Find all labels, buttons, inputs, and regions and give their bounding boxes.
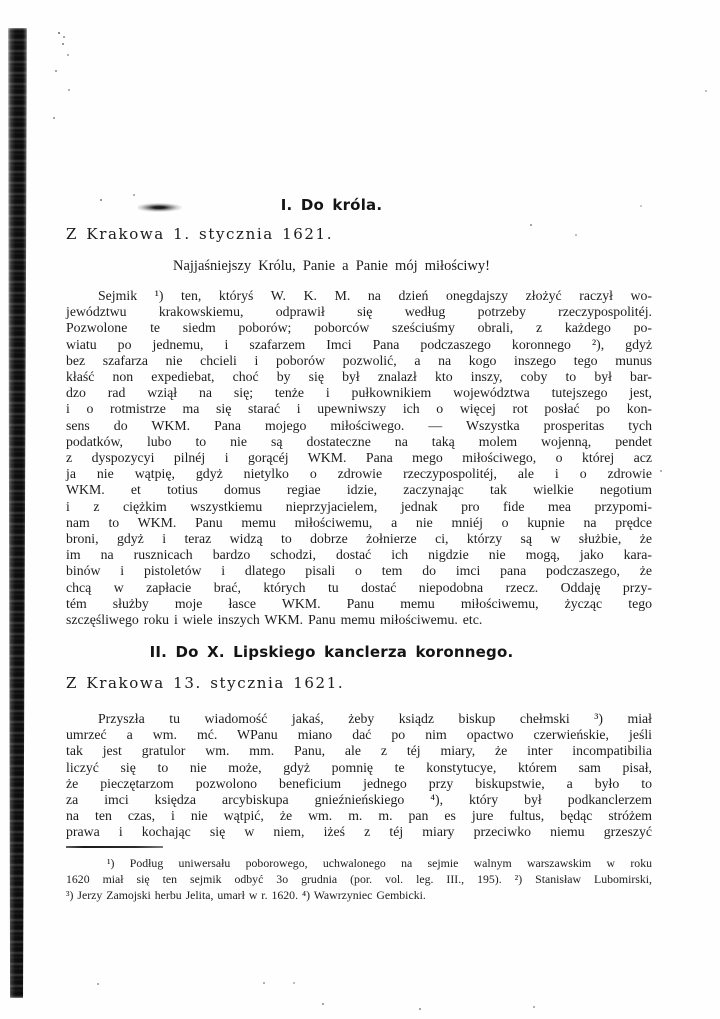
text-line: ³) Jerzy Zamojski herbu Jelita, umarł w r. 1620. ⁴) Wawrzyniec Gembicki. <box>66 888 426 902</box>
text-line: wiatu po jednemu, i szafarzem Imci Pana podczaszego koronnego ²), gdyż <box>66 336 652 352</box>
text-line: podatków, lubo to nie są dostateczne na taką molem wojenną, pendet <box>66 433 652 449</box>
text-line: ja nie wątpię, gdyż nietylko o zdrowie rzeczypospolitéj, ale i o zdrowie <box>66 466 652 482</box>
text-line: prawa i kochając się w niem, iżeś z téj miary przeciwko niemu grzeszyć <box>66 824 652 840</box>
text-line: im na rusznicach bardzo schodzi, dostać ich nigdzie nie mogą, jako kara- <box>66 547 652 563</box>
text-line: jewództwu krakowskiemu, odprawił się według potrzeby rzeczypospolitéj. <box>66 304 652 320</box>
scan-speckles <box>0 0 2 2</box>
text-line: WKM. et totius domus regiae idzie, zaczynając tak wielkie negotium <box>66 482 652 498</box>
text-line: chcą w zapłacie brać, których tu dostać niepodobna rzecz. Oddaję przy- <box>66 579 652 595</box>
letter2-heading: II. Do X. Lipskiego kanclerza koronnego. <box>149 643 514 661</box>
text-line: broni, gdyż i teraz widzą to dobrze żołnierze ci, którzy są w służbie, że <box>66 531 652 547</box>
text-line: i o rotmistrze ma się starać i upewniwszy ich o więcej rot posłać po kon- <box>66 401 652 417</box>
text-line: Sejmik ¹) ten, któryś W. K. M. na dzień onegdajszy złożyć raczył wo- <box>98 288 652 303</box>
letter2-dateline: Z Krakowa 13. stycznia 1621. <box>66 674 345 692</box>
letter1-heading: I. Do króla. <box>280 196 383 214</box>
text-line: sens do WKM. Pana mojego miłościwego. — Wszystka prosperitas tych <box>66 417 652 433</box>
text-line: tak jest gratulor wm. mm. Panu, ale z téj miary, że inter incompatibilia <box>66 743 652 759</box>
text-line: i z ciężkim wszystkiemu nieprzyjacielem, jednak pro fide mea przypomi- <box>66 498 652 514</box>
text-line: liczyć się to nie może, gdyż pomnię te konstytucye, którem sam pisał, <box>66 759 652 775</box>
footnotes <box>66 855 652 903</box>
text-line: ¹) Podług uniwersału poborowego, uchwalonego na sejmie walnym warszawskim w roku <box>107 856 652 870</box>
text-line: 1620 miał się ten sejmik odbyć 3o grudnia (por. vol. leg. III., 195). ²) Stanisław Lubomirski, <box>66 872 652 886</box>
text-line: z dyspozycyi pilnéj i gorącéj WKM. Pana mego miłościwego, o której acz <box>66 450 652 466</box>
text-line: kłaść non expediebat, choć by się był znalazł kto inszy, coby to był bar- <box>66 369 652 385</box>
footnote-separator <box>66 846 163 848</box>
letter1-salutation: Najjaśniejszy Królu, Panie a Panie mój miłościwy! <box>173 258 490 274</box>
binding-shadow-artifact <box>8 28 27 998</box>
text-line: tém służby moje łasce WKM. Panu memu miłościwemu, życząc tego <box>66 595 652 611</box>
letter1-body <box>66 288 652 628</box>
text-line: binów i pistoletów i dlatego pisali o tem do imci pana podczaszego, że <box>66 563 652 579</box>
text-line: Przyszła tu wiadomość jakaś, żeby ksiądz biskup chełmski ³) miał <box>98 711 652 726</box>
letter1-dateline: Z Krakowa 1. stycznia 1621. <box>66 225 334 243</box>
text-line: że pieczętarzom pozwolono beneficium jednego przy biskupstwie, a było to <box>66 775 652 791</box>
text-line: na ten czas, i nie wątpić, że wm. m. m. pan es jure fultus, będąc stróżem <box>66 808 652 824</box>
text-line: szczęśliwego roku i wiele inszych WKM. Panu memu miłościwemu. etc. <box>66 612 483 628</box>
letter2-body <box>66 711 652 841</box>
text-line: dzo rad wziął na się; tenże i pułkownikiem województwa tutejszego jest, <box>66 385 652 401</box>
text-line: nam to WKM. Panu memu miłościwemu, a nie mniéj o kupnie na prędce <box>66 514 652 530</box>
text-line: Pozwolone te siedm poborów; poborców sześciuśmy obrali, z każdego po- <box>66 320 652 336</box>
text-line: bez szafarza nie chcieli i poborów pozwolić, a na kogo inszego tego munus <box>66 352 652 368</box>
text-line: umrzeć a wm. mć. WPanu miano dać po nim opactwo czerwieńskie, jeśli <box>66 727 652 743</box>
text-line: za imci księdza arcybiskupa gnieźnieńskiego ⁴), który był podkanclerzem <box>66 792 652 808</box>
